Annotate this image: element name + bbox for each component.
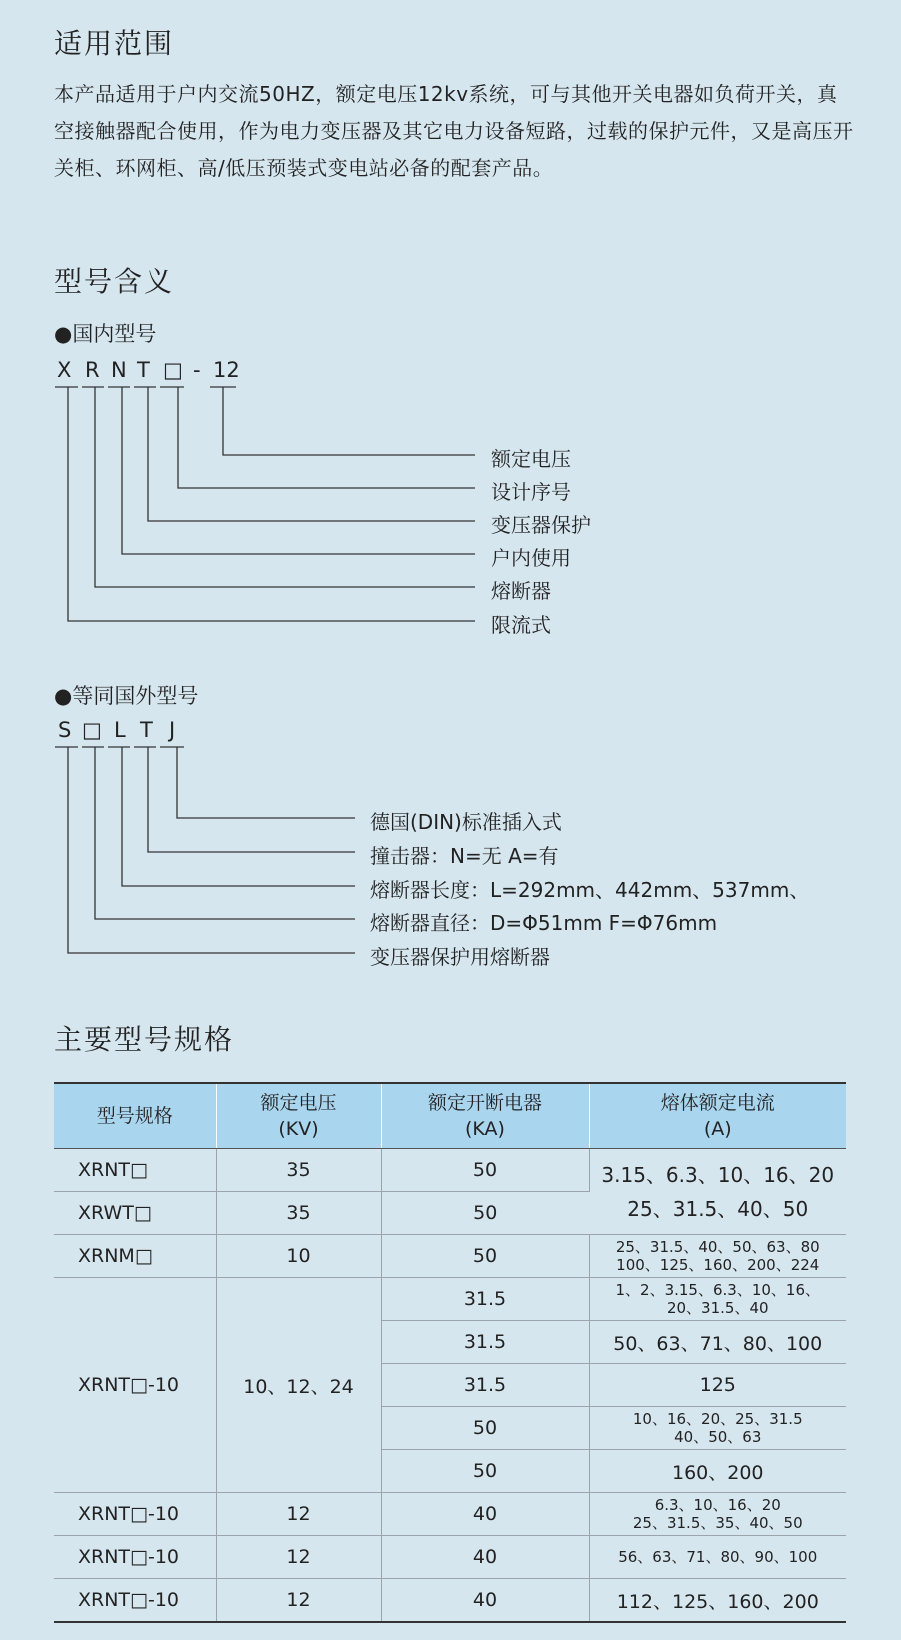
code-char: 12 xyxy=(213,358,240,382)
header-voltage: 额定电压 (KV) xyxy=(216,1083,381,1149)
cell-current: 3.15、6.3、10、16、20 25、31.5、40、50 xyxy=(589,1149,846,1235)
cell-voltage: 12 xyxy=(216,1493,381,1536)
code-char: R xyxy=(85,358,100,382)
cell-current: 112、125、160、200 xyxy=(589,1579,846,1623)
label-transformer-fuse: 变压器保护用熔断器 xyxy=(370,945,550,969)
table-row xyxy=(54,1278,846,1321)
spec-title: 主要型号规格 xyxy=(54,1023,235,1056)
cell-model: XRNT□ xyxy=(54,1149,216,1192)
label-current-limiting: 限流式 xyxy=(491,613,551,637)
label-design-number: 设计序号 xyxy=(491,480,571,504)
cell-current: 56、63、71、80、90、100 xyxy=(589,1536,846,1579)
scope-text: 本产品适用于户内交流50HZ，额定电压12kv系统，可与其他开关电器如负荷开关，真空接触器配合使用，作为电力变压器及其它电力设备短路，过载的保护元件，又是高压开关柜、环网柜、高/低压预装式变电站必备的配套产品。 xyxy=(54,82,854,180)
cell-voltage: 12 xyxy=(216,1579,381,1623)
code-char: X xyxy=(57,358,72,382)
code-char: - xyxy=(193,358,201,382)
cell-voltage: 35 xyxy=(216,1192,381,1235)
code-char: J xyxy=(169,718,176,742)
cell-voltage: 10、12、24 xyxy=(216,1278,381,1493)
header-current: 熔体额定电流 (A) xyxy=(589,1083,846,1149)
cell-model: XRNM□ xyxy=(54,1235,216,1278)
cell-breaking: 50 xyxy=(381,1407,589,1450)
cell-current: 10、16、20、25、31.5 40、50、63 xyxy=(589,1407,846,1450)
label-transformer-protection: 变压器保护 xyxy=(491,513,591,537)
label-indoor-use: 户内使用 xyxy=(491,546,571,570)
table-header-row xyxy=(54,1083,846,1149)
label-fuse-length: 熔断器长度：L=292mm、442mm、537mm、 xyxy=(370,878,810,902)
code-char: □ xyxy=(163,358,183,382)
header-breaking: 额定开断电器 (KA) xyxy=(381,1083,589,1149)
code-char: □ xyxy=(82,718,102,742)
table-row xyxy=(54,1536,846,1579)
scope-title: 适用范围 xyxy=(54,27,175,60)
label-striker: 撞击器：N=无 A=有 xyxy=(370,844,559,868)
domestic-model-title: ●国内型号 xyxy=(54,322,157,346)
cell-model: XRNT□-10 xyxy=(54,1536,216,1579)
cell-voltage: 35 xyxy=(216,1149,381,1192)
header-model: 型号规格 xyxy=(54,1083,216,1149)
cell-current: 1、2、3.15、6.3、10、16、 20、31.5、40 xyxy=(589,1278,846,1321)
cell-model: XRNT□-10 xyxy=(54,1278,216,1493)
cell-breaking: 50 xyxy=(381,1235,589,1278)
cell-voltage: 12 xyxy=(216,1536,381,1579)
cell-breaking: 40 xyxy=(381,1536,589,1579)
code-char: T xyxy=(137,358,150,382)
label-rated-voltage: 额定电压 xyxy=(491,447,571,471)
code-char: L xyxy=(114,718,126,742)
cell-current: 160、200 xyxy=(589,1450,846,1493)
table-row xyxy=(54,1579,846,1623)
spec-table xyxy=(54,1082,846,1623)
label-fuse: 熔断器 xyxy=(491,579,551,603)
cell-breaking: 50 xyxy=(381,1450,589,1493)
foreign-model-title: ●等同国外型号 xyxy=(54,684,199,708)
cell-voltage: 10 xyxy=(216,1235,381,1278)
cell-model: XRNT□-10 xyxy=(54,1493,216,1536)
label-din-plugin: 德国(DIN)标准插入式 xyxy=(370,810,562,834)
cell-breaking: 31.5 xyxy=(381,1364,589,1407)
cell-breaking: 50 xyxy=(381,1149,589,1192)
table-row xyxy=(54,1235,846,1278)
code-char: N xyxy=(111,358,127,382)
cell-model: XRWT□ xyxy=(54,1192,216,1235)
cell-breaking: 40 xyxy=(381,1493,589,1536)
model-meaning-title: 型号含义 xyxy=(54,265,175,298)
cell-current: 50、63、71、80、100 xyxy=(589,1321,846,1364)
code-char: T xyxy=(140,718,153,742)
code-char: S xyxy=(58,718,72,742)
table-row xyxy=(54,1493,846,1536)
table-row xyxy=(54,1149,846,1192)
cell-breaking: 50 xyxy=(381,1192,589,1235)
cell-current: 125 xyxy=(589,1364,846,1407)
cell-breaking: 40 xyxy=(381,1579,589,1623)
label-fuse-diameter: 熔断器直径：D=Φ51mm F=Φ76mm xyxy=(370,911,718,935)
cell-breaking: 31.5 xyxy=(381,1278,589,1321)
cell-model: XRNT□-10 xyxy=(54,1579,216,1623)
cell-current: 6.3、10、16、20 25、31.5、35、40、50 xyxy=(589,1493,846,1536)
cell-breaking: 31.5 xyxy=(381,1321,589,1364)
cell-current: 25、31.5、40、50、63、80 100、125、160、200、224 xyxy=(589,1235,846,1278)
